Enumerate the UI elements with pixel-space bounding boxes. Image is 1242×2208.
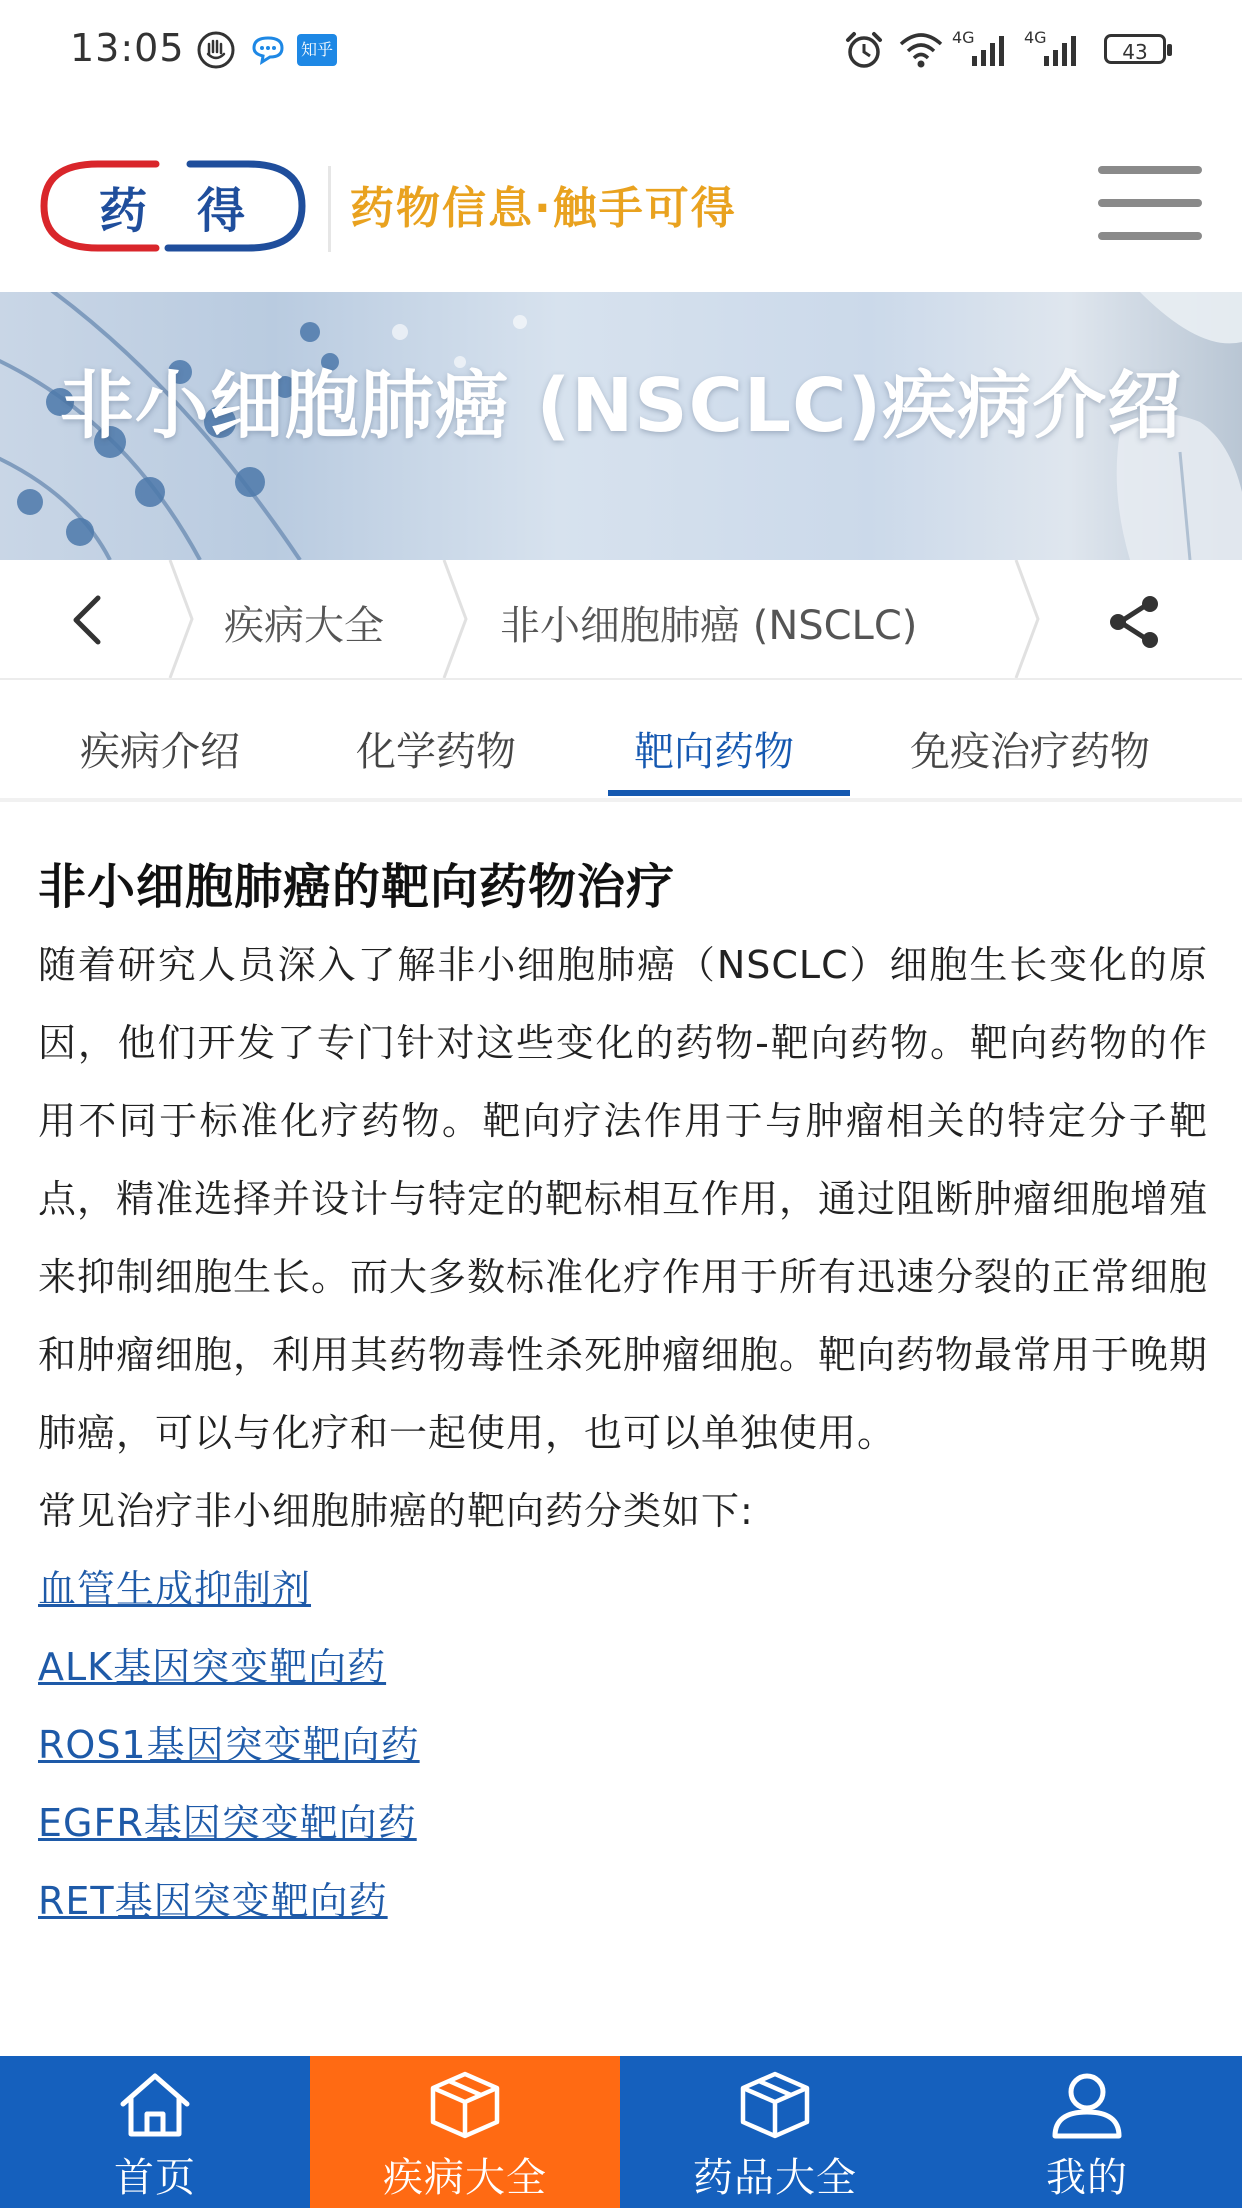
nav-diseases[interactable] xyxy=(310,2056,620,2208)
article xyxy=(38,848,1208,1940)
logo-char-2: 得 xyxy=(197,182,248,239)
alarm-icon xyxy=(842,30,886,70)
signal-icon xyxy=(968,30,1012,70)
user-icon xyxy=(1047,2070,1127,2140)
zhihu-icon: 知乎 xyxy=(297,34,337,66)
nav-profile[interactable] xyxy=(932,2056,1242,2208)
article-paragraph: 随着研究人员深入了解非小细胞肺癌（NSCLC）细胞生长变化的原因，他们开发了专门针对这些变化的药物-靶向药物。靶向药物的作用不同于标准化疗药物。靶向疗法作用于与肿瘤相关的特定分子靶点，精准选择并设计与特定的靶标相互作用，通过阻断肿瘤细胞增殖来抑制细胞生长。而大多数标准化疗作用于所有迅速分裂的正常细胞和肿瘤细胞，利用其药物毒性杀死肿瘤细胞。靶向药物最常用于晚期肺癌，可以与化疗和一起使用，也可以单独使用。 xyxy=(38,943,1209,1455)
active-tab-indicator xyxy=(608,790,850,796)
tab-chemical-drugs[interactable]: 化学药物 xyxy=(356,729,516,775)
network-type-2: 4G xyxy=(1024,28,1047,47)
nav-home-label: 首页 xyxy=(114,2155,196,2201)
signal-icon-2 xyxy=(1040,30,1084,70)
link-alk-targeted[interactable]: ALK基因突变靶向药 xyxy=(38,1645,387,1689)
box-icon xyxy=(425,2070,505,2140)
nav-diseases-label: 疾病大全 xyxy=(383,2155,547,2201)
nav-profile-label: 我的 xyxy=(1046,2155,1128,2201)
logo-char-1: 药 xyxy=(98,182,149,239)
logo[interactable] xyxy=(38,158,308,254)
tab-targeted-drugs[interactable]: 靶向药物 xyxy=(634,729,794,775)
slogan: 药物信息·触手可得 xyxy=(350,183,737,234)
chevron-left-icon[interactable] xyxy=(60,590,120,650)
wifi-icon xyxy=(898,30,944,70)
link-ros1-targeted[interactable]: ROS1基因突变靶向药 xyxy=(38,1723,420,1767)
hand-icon xyxy=(196,30,236,70)
tab-disease-intro[interactable]: 疾病介绍 xyxy=(80,729,240,775)
breadcrumb xyxy=(0,560,1242,680)
home-icon xyxy=(115,2070,195,2140)
hamburger-menu-icon[interactable] xyxy=(1098,166,1202,240)
banner-title: 非小细胞肺癌 (NSCLC)疾病介绍 xyxy=(59,363,1183,449)
status-bar xyxy=(0,0,1242,100)
breadcrumb-separator xyxy=(166,560,196,678)
link-ret-targeted[interactable]: RET基因突变靶向药 xyxy=(38,1879,388,1923)
nav-drugs[interactable] xyxy=(620,2056,930,2208)
network-type-1: 4G xyxy=(952,28,975,47)
link-angiogenesis-inhibitors[interactable]: 血管生成抑制剂 xyxy=(38,1567,312,1611)
banner xyxy=(0,292,1242,560)
status-time: 13:05 xyxy=(70,26,185,70)
article-list-intro: 常见治疗非小细胞肺癌的靶向药分类如下: xyxy=(38,1489,754,1533)
breadcrumb-separator xyxy=(440,560,470,678)
category-tabs xyxy=(0,680,1242,802)
tab-immunotherapy-drugs[interactable]: 免疫治疗药物 xyxy=(910,729,1150,775)
article-heading: 非小细胞肺癌的靶向药物治疗 xyxy=(38,859,676,915)
battery-icon: 43 xyxy=(1104,34,1166,64)
link-egfr-targeted[interactable]: EGFR基因突变靶向药 xyxy=(38,1801,417,1845)
logo-text xyxy=(38,158,308,254)
nav-home[interactable] xyxy=(0,2056,310,2208)
nav-drugs-label: 药品大全 xyxy=(693,2155,857,2201)
bottom-nav xyxy=(0,2056,1242,2208)
breadcrumb-item-diseases[interactable]: 疾病大全 xyxy=(224,603,384,649)
chat-bubble-icon xyxy=(248,30,288,70)
breadcrumb-item-nsclc[interactable]: 非小细胞肺癌 (NSCLC) xyxy=(500,603,918,649)
breadcrumb-separator xyxy=(1012,560,1042,678)
box-icon xyxy=(735,2070,815,2140)
share-icon[interactable] xyxy=(1104,594,1168,650)
header-divider xyxy=(328,166,331,252)
app-header xyxy=(0,100,1242,292)
